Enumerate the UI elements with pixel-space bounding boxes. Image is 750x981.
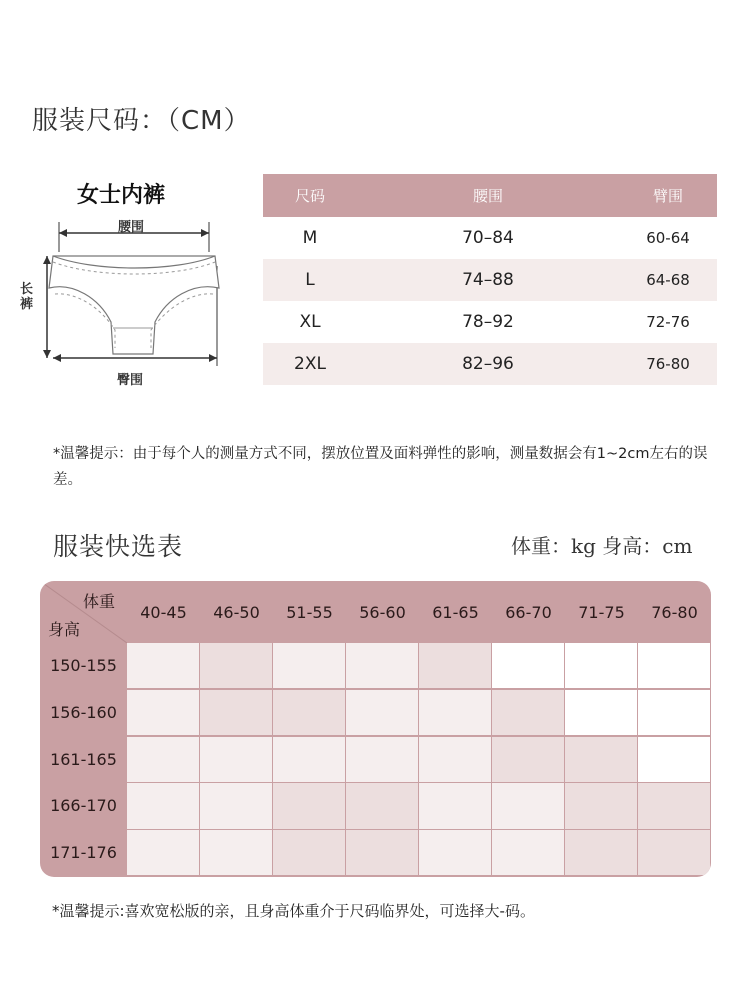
header-waist: 腰围 bbox=[472, 187, 503, 205]
size-table bbox=[263, 174, 717, 385]
grid-cell bbox=[565, 783, 637, 828]
hip-label: 臀围 bbox=[117, 373, 144, 388]
page-title: 服装尺码：（CM） bbox=[32, 106, 251, 136]
grid-cell bbox=[565, 830, 637, 875]
grid-cell bbox=[273, 643, 345, 688]
weight-column-header: 76-80 bbox=[651, 602, 698, 622]
table-row bbox=[263, 301, 717, 343]
grid-cell bbox=[492, 783, 564, 828]
grid-cell bbox=[127, 643, 199, 688]
grid-cell bbox=[346, 830, 418, 875]
grid-cell bbox=[492, 690, 564, 735]
grid-cell bbox=[273, 690, 345, 735]
hip-cell: 60-64 bbox=[646, 229, 690, 247]
height-axis-label: 身高 bbox=[48, 620, 81, 639]
waist-cell: 74–88 bbox=[462, 270, 514, 290]
grid-cell bbox=[638, 830, 710, 875]
size-table-header bbox=[263, 174, 717, 217]
grid-cell bbox=[419, 690, 491, 735]
grid-cell bbox=[200, 783, 272, 828]
grid-cell bbox=[200, 643, 272, 688]
units-label: 体重：kg 身高：cm bbox=[511, 534, 693, 558]
size-cell: XL bbox=[299, 312, 321, 332]
hip-cell: 76-80 bbox=[646, 355, 690, 373]
weight-column-header: 56-60 bbox=[359, 602, 406, 622]
grid-corner bbox=[40, 581, 127, 643]
height-row-header: 171-176 bbox=[50, 843, 117, 863]
grid-cell bbox=[127, 690, 199, 735]
header-size: 尺码 bbox=[294, 187, 325, 205]
hip-cell: 64-68 bbox=[646, 271, 690, 289]
grid-cell bbox=[346, 737, 418, 782]
grid-cell bbox=[127, 737, 199, 782]
grid-cell bbox=[200, 737, 272, 782]
grid-cell bbox=[346, 783, 418, 828]
waist-cell: 70–84 bbox=[462, 228, 514, 248]
grid-cell bbox=[565, 737, 637, 782]
grid-cell bbox=[419, 783, 491, 828]
weight-column-header: 46-50 bbox=[213, 602, 260, 622]
table-row bbox=[263, 217, 717, 259]
size-cell: M bbox=[302, 228, 318, 248]
quick-select-title: 服装快选表 bbox=[53, 532, 184, 561]
diagram-title: 女士内裤 bbox=[77, 183, 166, 208]
grid-cell bbox=[638, 737, 710, 782]
height-row-header: 156-160 bbox=[50, 702, 117, 722]
height-row-header: 166-170 bbox=[50, 796, 117, 816]
grid-cell bbox=[346, 690, 418, 735]
header-hip: 臂围 bbox=[652, 187, 683, 205]
grid-cell bbox=[200, 690, 272, 735]
fit-note: *温馨提示:喜欢宽松版的亲，且身高体重介于尺码临界处，可选择大-码。 bbox=[52, 902, 535, 920]
quick-select-grid bbox=[40, 581, 711, 877]
grid-cell bbox=[273, 737, 345, 782]
grid-cell bbox=[127, 830, 199, 875]
size-cell: 2XL bbox=[294, 354, 326, 374]
grid-cell bbox=[638, 643, 710, 688]
weight-column-header: 61-65 bbox=[432, 602, 479, 622]
hip-cell: 72-76 bbox=[646, 313, 690, 331]
grid-cell bbox=[565, 643, 637, 688]
grid-cell bbox=[492, 643, 564, 688]
briefs-diagram bbox=[15, 170, 250, 400]
grid-cell bbox=[200, 830, 272, 875]
grid-cell bbox=[419, 643, 491, 688]
grid-cell bbox=[419, 737, 491, 782]
weight-column-header: 40-45 bbox=[140, 602, 187, 622]
weight-column-header: 51-55 bbox=[286, 602, 333, 622]
measurement-note: *温馨提示：由于每个人的测量方式不同，摆放位置及面料弹性的影响，测量数据会有1~2cm左右的误差。 bbox=[53, 446, 708, 488]
table-row bbox=[263, 259, 717, 301]
grid-cell bbox=[419, 830, 491, 875]
grid-cell bbox=[492, 830, 564, 875]
grid-cell bbox=[638, 690, 710, 735]
grid-cell bbox=[565, 690, 637, 735]
grid-cell bbox=[127, 783, 199, 828]
weight-column-header: 71-75 bbox=[578, 602, 625, 622]
weight-column-header: 66-70 bbox=[505, 602, 552, 622]
table-row bbox=[263, 343, 717, 385]
weight-axis-label: 体重 bbox=[82, 592, 115, 611]
height-row-header: 150-155 bbox=[50, 656, 117, 675]
size-cell: L bbox=[305, 270, 315, 290]
waist-cell: 82–96 bbox=[462, 354, 514, 374]
grid-cell bbox=[273, 783, 345, 828]
height-row-header: 161-165 bbox=[50, 749, 117, 769]
grid-cell bbox=[638, 783, 710, 828]
length-label: 长裤 bbox=[20, 282, 34, 312]
waist-label: 腰围 bbox=[118, 220, 145, 235]
grid-cell bbox=[492, 737, 564, 782]
grid-cell bbox=[346, 643, 418, 688]
waist-cell: 78–92 bbox=[462, 312, 514, 332]
grid-cell bbox=[273, 830, 345, 875]
